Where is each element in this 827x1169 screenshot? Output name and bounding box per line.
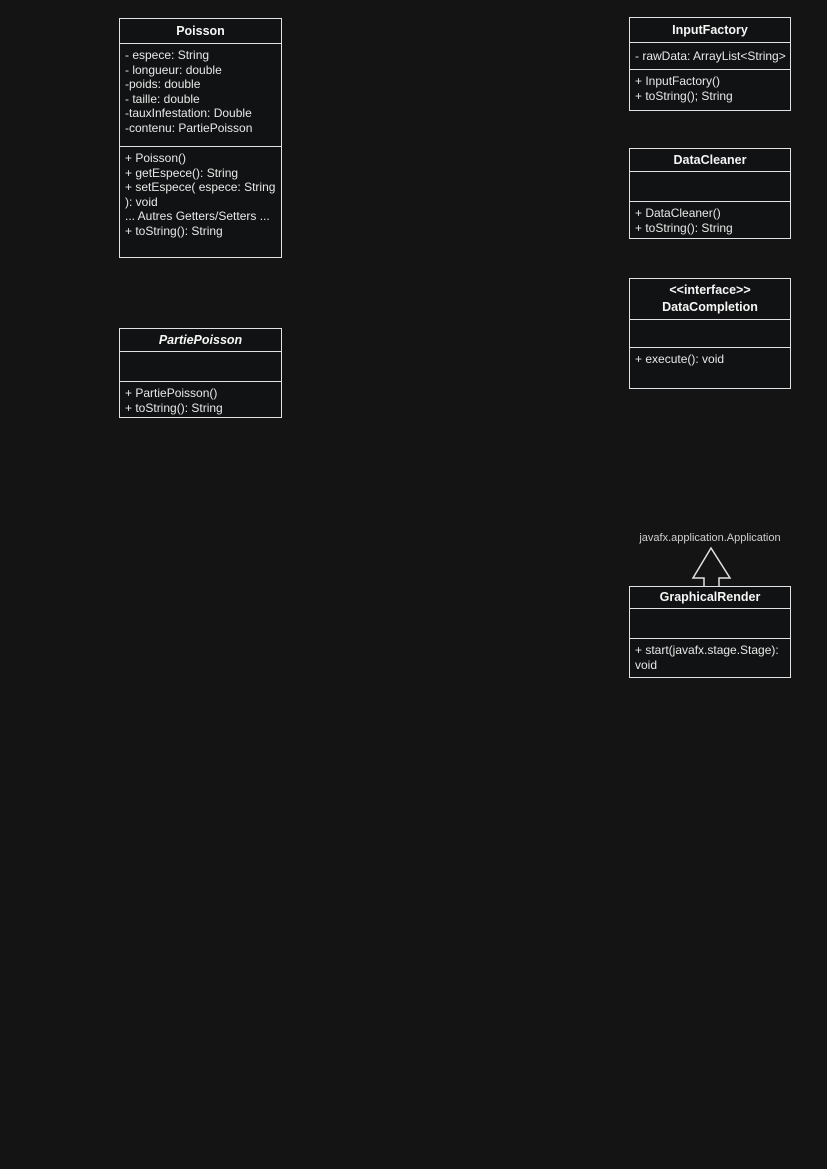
attribute-line: -contenu: PartiePoisson [125,120,253,135]
attributes-compartment-empty [120,352,281,382]
method-line: + setEspece( espece: String [125,180,276,194]
attribute-line: -poids: double [125,77,201,91]
class-title: GraphicalRender [630,587,790,609]
method-line: + Poisson() [125,151,187,165]
class-title [630,279,790,320]
generalization-arrow-icon [690,546,734,590]
method-line: + toString(): String [125,400,223,415]
attributes-compartment-empty [630,320,790,348]
method-line: void [635,657,658,672]
class-box-partiepoisson [119,328,282,418]
class-title: PartiePoisson [120,329,281,352]
attribute-line: - rawData: ArrayList<String> [635,49,786,63]
attributes-compartment [630,43,790,70]
class-box-datacompletion [629,278,791,389]
methods-compartment [120,382,281,417]
method-line: + toString(): String [125,223,223,238]
method-line: + start(javafx.stage.Stage): [635,643,779,657]
method-line: + getEspece(): String [125,165,239,180]
class-box-graphicalrender [629,586,791,678]
class-title: Poisson [120,19,281,44]
class-title: InputFactory [630,18,790,43]
methods-compartment [630,348,790,388]
methods-compartment [120,147,281,257]
methods-compartment [630,70,790,110]
method-line: + toString(): String [635,220,733,235]
methods-compartment [630,202,790,238]
stereotype-label: <<interface>> [669,283,751,297]
attribute-line: -tauxInfestation: Double [125,106,252,120]
methods-compartment [630,639,790,677]
class-box-inputfactory [629,17,791,111]
method-line: + toString(); String [635,88,733,103]
method-line: + PartiePoisson() [125,386,218,400]
class-box-datacleaner [629,148,791,239]
interface-name: DataCompletion [662,300,758,314]
method-line: ... Autres Getters/Setters ... [125,209,270,223]
method-line: + InputFactory() [635,74,721,88]
attributes-compartment-empty [630,172,790,202]
method-line: + execute(): void [635,352,725,366]
attributes-compartment-empty [630,609,790,639]
attribute-line: - espece: String [125,48,210,62]
class-title: DataCleaner [630,149,790,172]
method-line: ): void [125,194,158,209]
parent-class-label: javafx.application.Application [639,532,781,544]
attributes-compartment [120,44,281,147]
class-box-poisson [119,18,282,258]
attribute-line: - taille: double [125,91,200,106]
method-line: + DataCleaner() [635,206,721,220]
attribute-line: - longueur: double [125,62,222,77]
